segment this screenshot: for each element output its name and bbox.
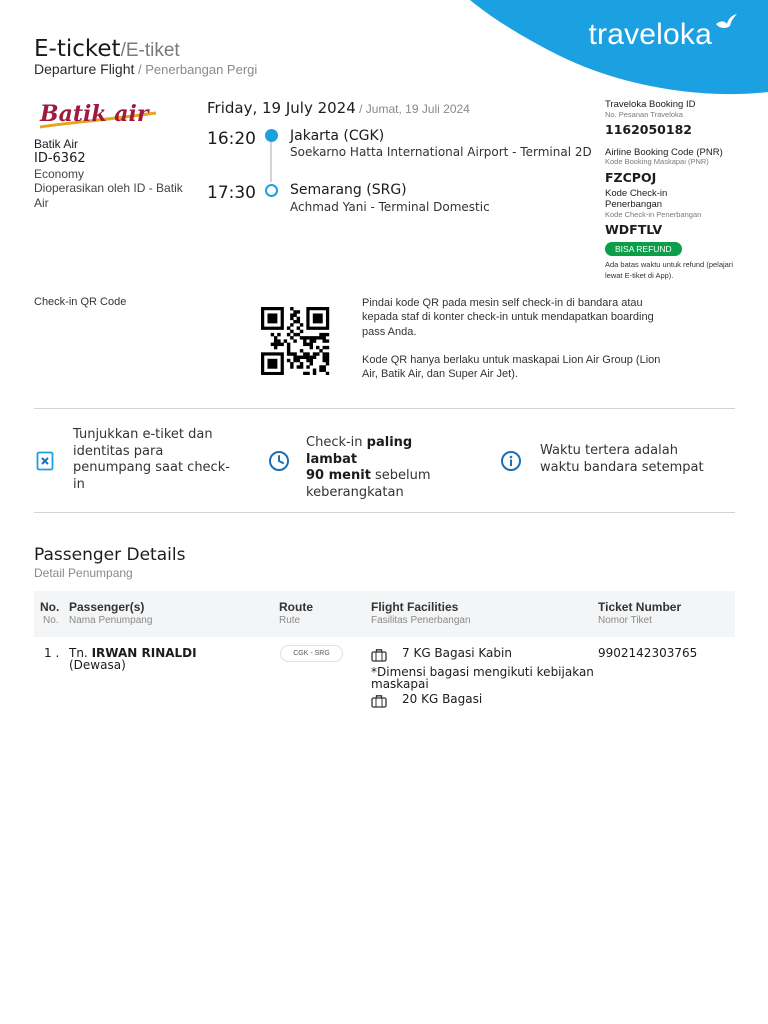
checkin-code-label: Kode Check-in Penerbangan bbox=[605, 188, 668, 210]
divider-top bbox=[34, 408, 735, 409]
passenger-type: (Dewasa) bbox=[69, 658, 126, 672]
departure-city: Jakarta (CGK) bbox=[290, 128, 385, 144]
refund-badge: BISA REFUND bbox=[605, 242, 682, 256]
ticket-subtitle bbox=[34, 61, 257, 79]
id-card-icon bbox=[36, 451, 54, 471]
date-alt: Jumat, 19 Juli 2024 bbox=[365, 102, 470, 116]
cabin-class: Economy bbox=[34, 167, 85, 181]
batik-air-logo bbox=[36, 99, 160, 131]
traveloka-booking-id: 1162050182 bbox=[605, 122, 692, 137]
passenger-fullname: IRWAN RINALDI bbox=[91, 646, 197, 660]
passenger-title: Tn. bbox=[69, 646, 88, 660]
checkin-qr-code bbox=[258, 307, 332, 375]
qr-instructions bbox=[362, 296, 672, 381]
baggage-icon bbox=[371, 694, 387, 708]
brand-wordmark: traveloka bbox=[588, 18, 712, 51]
operated-by: Dioperasikan oleh ID - Batik Air bbox=[34, 181, 183, 210]
title-main: E-ticket bbox=[34, 36, 121, 62]
flight-number: ID-6362 bbox=[34, 151, 86, 166]
ticket-title bbox=[34, 36, 180, 62]
subtitle-separator: / bbox=[134, 62, 146, 77]
checkin-bold-2: 90 menit bbox=[306, 468, 371, 483]
col-route-sub: Rute bbox=[279, 615, 301, 626]
info-local-time: Waktu tertera adalah waktu bandara setempat bbox=[540, 443, 704, 475]
clock-icon bbox=[268, 450, 290, 472]
departure-airport: Soekarno Hatta International Airport - Terminal 2D bbox=[290, 145, 592, 159]
info-checkin-deadline bbox=[306, 435, 466, 501]
pnr-label: Airline Booking Code (PNR) bbox=[605, 147, 723, 158]
qr-label: Check-in QR Code bbox=[34, 296, 127, 308]
checkin-pre: Check-in bbox=[306, 435, 367, 450]
facility-note: *Dimensi bagasi mengikuti kebijakan maskapai bbox=[371, 665, 594, 691]
arrival-airport: Achmad Yani - Terminal Domestic bbox=[290, 200, 490, 214]
bird-icon bbox=[714, 12, 738, 32]
col-facilities: Flight Facilities bbox=[371, 600, 459, 614]
checkin-code-sublabel: Kode Check-in Penerbangan bbox=[605, 210, 702, 219]
checkin-bold-1: paling lambat bbox=[306, 435, 413, 467]
airline-name: Batik Air bbox=[34, 137, 79, 151]
qr-instruction-text: Pindai kode QR pada mesin self check-in di bandara atau kepada staf di konter check-in untuk mendapatkan boarding pass Anda. bbox=[362, 297, 654, 338]
title-separator: / bbox=[120, 40, 126, 61]
col-passenger: Passenger(s) bbox=[69, 600, 145, 614]
checkin-post: sebelum keberangkatan bbox=[306, 468, 431, 500]
subtitle-main: Departure Flight bbox=[34, 61, 135, 77]
flight-date bbox=[207, 98, 470, 117]
checkin-code: WDFTLV bbox=[605, 222, 663, 237]
col-no-sub: No. bbox=[43, 615, 59, 626]
traveloka-logo bbox=[588, 18, 738, 52]
departure-time: 16:20 bbox=[207, 129, 256, 149]
arrival-dot-icon bbox=[265, 184, 278, 197]
arrival-time: 17:30 bbox=[207, 183, 256, 203]
refund-note: Ada batas waktu untuk refund (pelajari lewat E-tiket di App). bbox=[605, 260, 733, 280]
info-show-ticket: Tunjukkan e-tiket dan identitas para penumpang saat check-in bbox=[73, 427, 230, 492]
traveloka-id-label: Traveloka Booking ID bbox=[605, 99, 696, 110]
facility-cabin-baggage: 7 KG Bagasi Kabin bbox=[402, 646, 512, 660]
passenger-table-header bbox=[34, 591, 735, 637]
col-ticket: Ticket Number bbox=[598, 600, 682, 614]
route-line bbox=[270, 142, 272, 182]
pnr-code: FZCPOJ bbox=[605, 170, 657, 185]
traveloka-id-sublabel: No. Pesanan Traveloka bbox=[605, 110, 683, 119]
col-no: No. bbox=[40, 600, 60, 614]
pnr-sublabel: Kode Booking Maskapai (PNR) bbox=[605, 157, 709, 166]
divider-bottom bbox=[34, 512, 735, 513]
col-facilities-sub: Fasilitas Penerbangan bbox=[371, 615, 471, 626]
subtitle-alt: Penerbangan Pergi bbox=[145, 62, 258, 77]
date-separator: / bbox=[355, 102, 366, 116]
cabin-bag-icon bbox=[371, 648, 387, 662]
col-ticket-sub: Nomor Tiket bbox=[598, 615, 652, 626]
date-main: Friday, 19 July 2024 bbox=[207, 99, 356, 117]
title-alt: E-tiket bbox=[125, 40, 180, 61]
passenger-no: 1 . bbox=[44, 646, 60, 660]
passenger-details-title: Passenger Details bbox=[34, 545, 186, 565]
ticket-number: 9902142303765 bbox=[598, 646, 698, 660]
col-passenger-sub: Nama Penumpang bbox=[69, 615, 153, 626]
svg-text:Batik air: Batik air bbox=[40, 101, 149, 127]
departure-dot-icon bbox=[265, 129, 278, 142]
passenger-details-subtitle: Detail Penumpang bbox=[34, 566, 133, 580]
qr-validity-text: Kode QR hanya berlaku untuk maskapai Lion Air Group (Lion Air, Batik Air, dan Super Air Jet). bbox=[362, 353, 661, 381]
facility-checked-baggage: 20 KG Bagasi bbox=[402, 692, 483, 706]
col-route: Route bbox=[279, 600, 313, 614]
arrival-city: Semarang (SRG) bbox=[290, 182, 407, 198]
route-pill: CGK - SRG bbox=[280, 645, 343, 662]
info-icon bbox=[500, 450, 522, 472]
